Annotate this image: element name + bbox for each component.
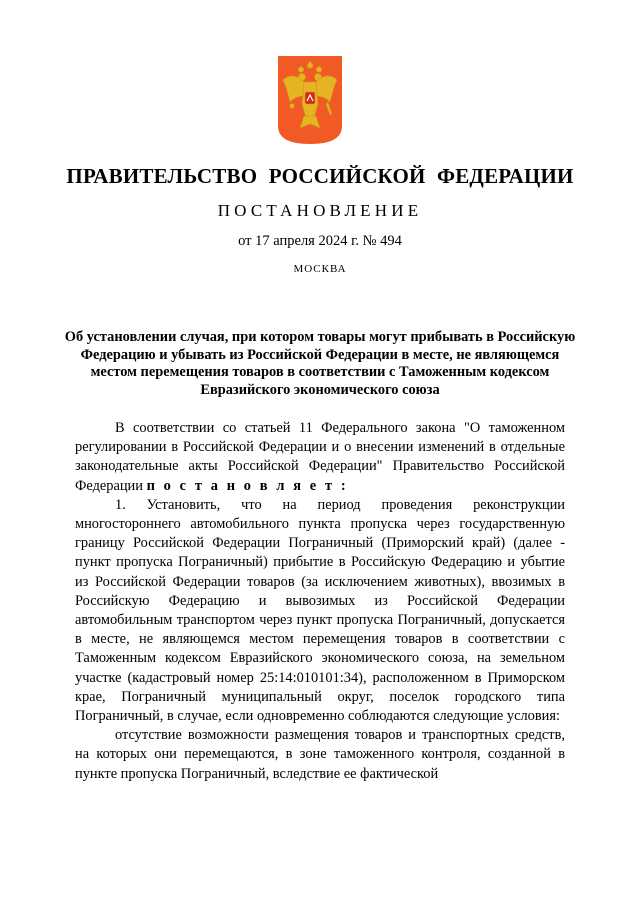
page-title: ПРАВИТЕЛЬСТВО РОССИЙСКОЙ ФЕДЕРАЦИИ [66, 164, 574, 188]
eagle-icon [278, 56, 342, 144]
preamble-paragraph [75, 419, 565, 496]
document-body [75, 419, 565, 784]
condition-1-paragraph: отсутствие возможности размещения товаров и транспортных средств, на которых они перемещаются, в зоне таможенного контроля, созданной в пункте пропуска Пограничный, вследствие ее фактической [75, 727, 565, 782]
clause-1-paragraph: 1. Установить, что на период проведения реконструкции многостороннего автомобильного пункта пропуска через государственную границу Российской Федерации Пограничный (Приморский край) (далее - пункт пропуска Пограничный) прибытие в Российскую Федерацию и убытие из Российской Федерации товаров (за исключением животных), ввозимых в Российскую Федерацию и вывозимых из Российской Федерации автомобильным транспортом через пункт пропуска Пограничный, допускается в месте, не являющемся местом перемещения товаров в соответствии с Таможенным кодексом Евразийского экономического союза, на земельном участке (кадастровый номер 25:14:010101:34), расположенном в Приморском крае, Пограничный муниципальный округ, поселок городского типа Пограничный, в случае, если одновременно соблюдаются следующие условия: [75, 496, 565, 725]
document-heading: Об установлении случая, при котором товары могут прибывать в Российскую Федерацию и убывать из Российской Федерации в месте, не являющемся местом перемещения товаров в соответствии с Таможенным кодексом Евразийского экономического союза [64, 329, 576, 398]
preamble-text: В соответствии со статьей 11 Федерального закона "О таможенном регулировании в Российской Федерации и о внесении изменений в отдельные законодательные акты Российской Федерации" Правительство Российской Федерации [75, 420, 565, 494]
document-type: ПОСТАНОВЛЕНИЕ [217, 201, 423, 220]
decree-word: п о с т а н о в л я е т : [146, 477, 349, 494]
document-city: МОСКВА [293, 263, 347, 275]
document-date-number: от 17 апреля 2024 г. № 494 [238, 233, 402, 249]
state-emblem [278, 56, 342, 144]
